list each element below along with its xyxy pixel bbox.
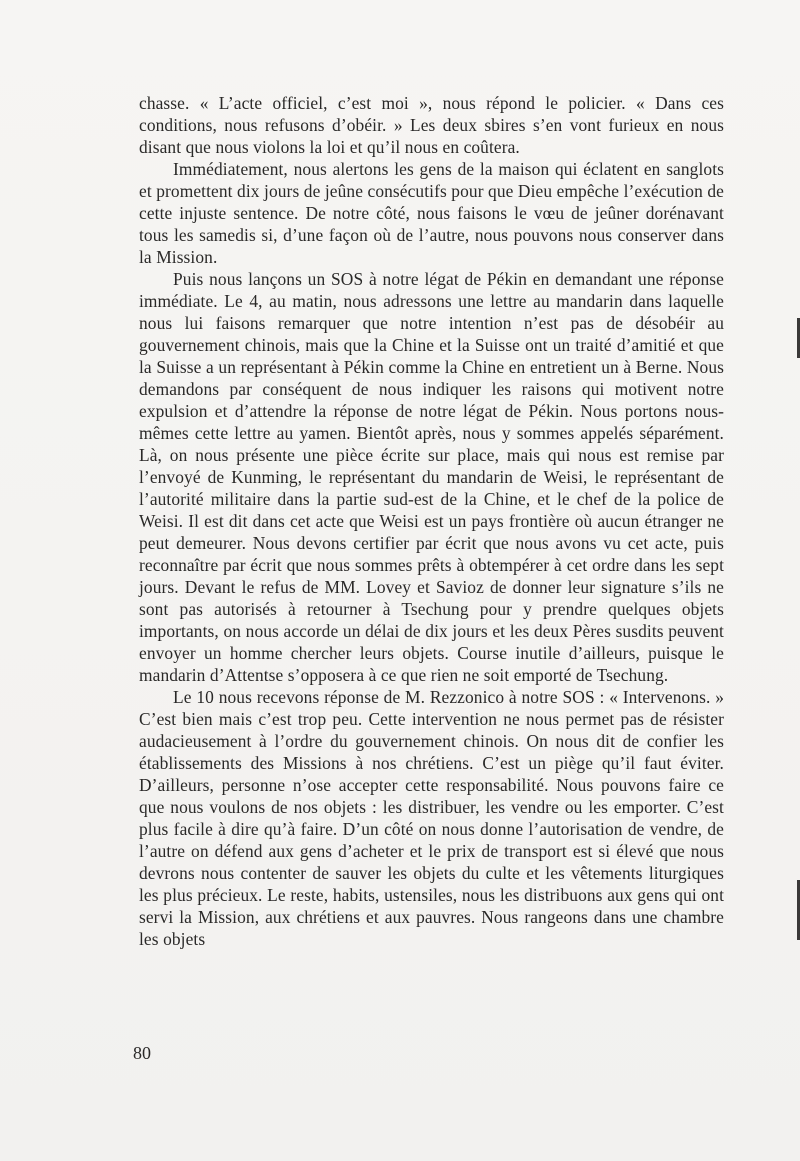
paragraph-1: chasse. « L’acte officiel, c’est moi », nous répond le policier. « Dans ces conditions, nous refusons d’obéir. » Les deux sbires s’en vont furieux en nous disant que nous violons la loi et qu’il nous en coûtera. [139, 93, 724, 157]
paragraph-4: Le 10 nous recevons réponse de M. Rezzonico à notre SOS : « Intervenons. » C’est bien mais c’est trop peu. Cette intervention ne nous permet pas de résister audacieusement à l’ordre du gouvernement chinois. On nous dit de confier les établissements des Missions à nos chrétiens. C’est un piège qu’il faut éviter. D’ailleurs, personne n’ose accepter cette responsabilité. Nous pouvons faire ce que nous voulons de nos objets : les distribuer, les vendre ou les emporter. C’est plus facile à dire qu’à faire. D’un côté on nous donne l’autorisation de vendre, de l’autre on défend aux gens d’acheter et le prix de transport est si élevé que nous devrons nous contenter de sauver les objets du culte et les vêtements liturgiques les plus précieux. Le reste, habits, ustensiles, nous les distribuons aux gens qui ont servi la Mission, aux chrétiens et aux pauvres. Nous rangeons dans une chambre les objets [139, 687, 724, 949]
page-number: 80 [133, 1043, 151, 1063]
paragraph-3: Puis nous lançons un SOS à notre légat de Pékin en demandant une réponse immédiate. Le 4, au matin, nous adressons une lettre au mandarin dans laquelle nous lui faisons remarquer que notre intention n’est pas de désobéir au gouvernement chinois, mais que la Chine et la Suisse ont un traité d’amitié et que la Suisse a un représentant à Pékin comme la Chine en entretient un à Berne. Nous demandons par conséquent de nous indiquer les raisons qui motivent notre expulsion et d’attendre la réponse de notre légat de Pékin. Nous portons nous-mêmes cette lettre au yamen. Bientôt après, nous y sommes appelés séparément. Là, on nous présente une pièce écrite sur place, mais qui nous est remise par l’envoyé de Kunming, le représentant du mandarin de Weisi, le représentant de l’autorité militaire dans la partie sud-est de la Chine, et le chef de la police de Weisi. Il est dit dans cet acte que Weisi est un pays frontière où aucun étranger ne peut demeurer. Nous devons certifier par écrit que nous avons vu cet acte, puis reconnaître par écrit que nous sommes prêts à obtempérer à cet ordre dans les sept jours. Devant le refus de MM. Lovey et Savioz de donner leur signature s’ils ne sont pas autorisés à retourner à Tsechung pour y prendre quelques objets importants, on nous accorde un délai de dix jours et les deux Pères susdits peuvent envoyer un homme chercher leurs objets. Course inutile d’ailleurs, puisque le mandarin d’Attentse s’opposera à ce que rien ne soit emporté de Tsechung. [139, 269, 724, 685]
body-text [139, 92, 724, 950]
paragraph-2: Immédiatement, nous alertons les gens de la maison qui éclatent en sanglots et promettent dix jours de jeûne consécutifs pour que Dieu empêche l’exécution de cette injuste sentence. De notre côté, nous faisons le vœu de jeûner dorénavant tous les samedis si, d’une façon où de l’autre, nous pouvons nous conserver dans la Mission. [139, 159, 724, 267]
